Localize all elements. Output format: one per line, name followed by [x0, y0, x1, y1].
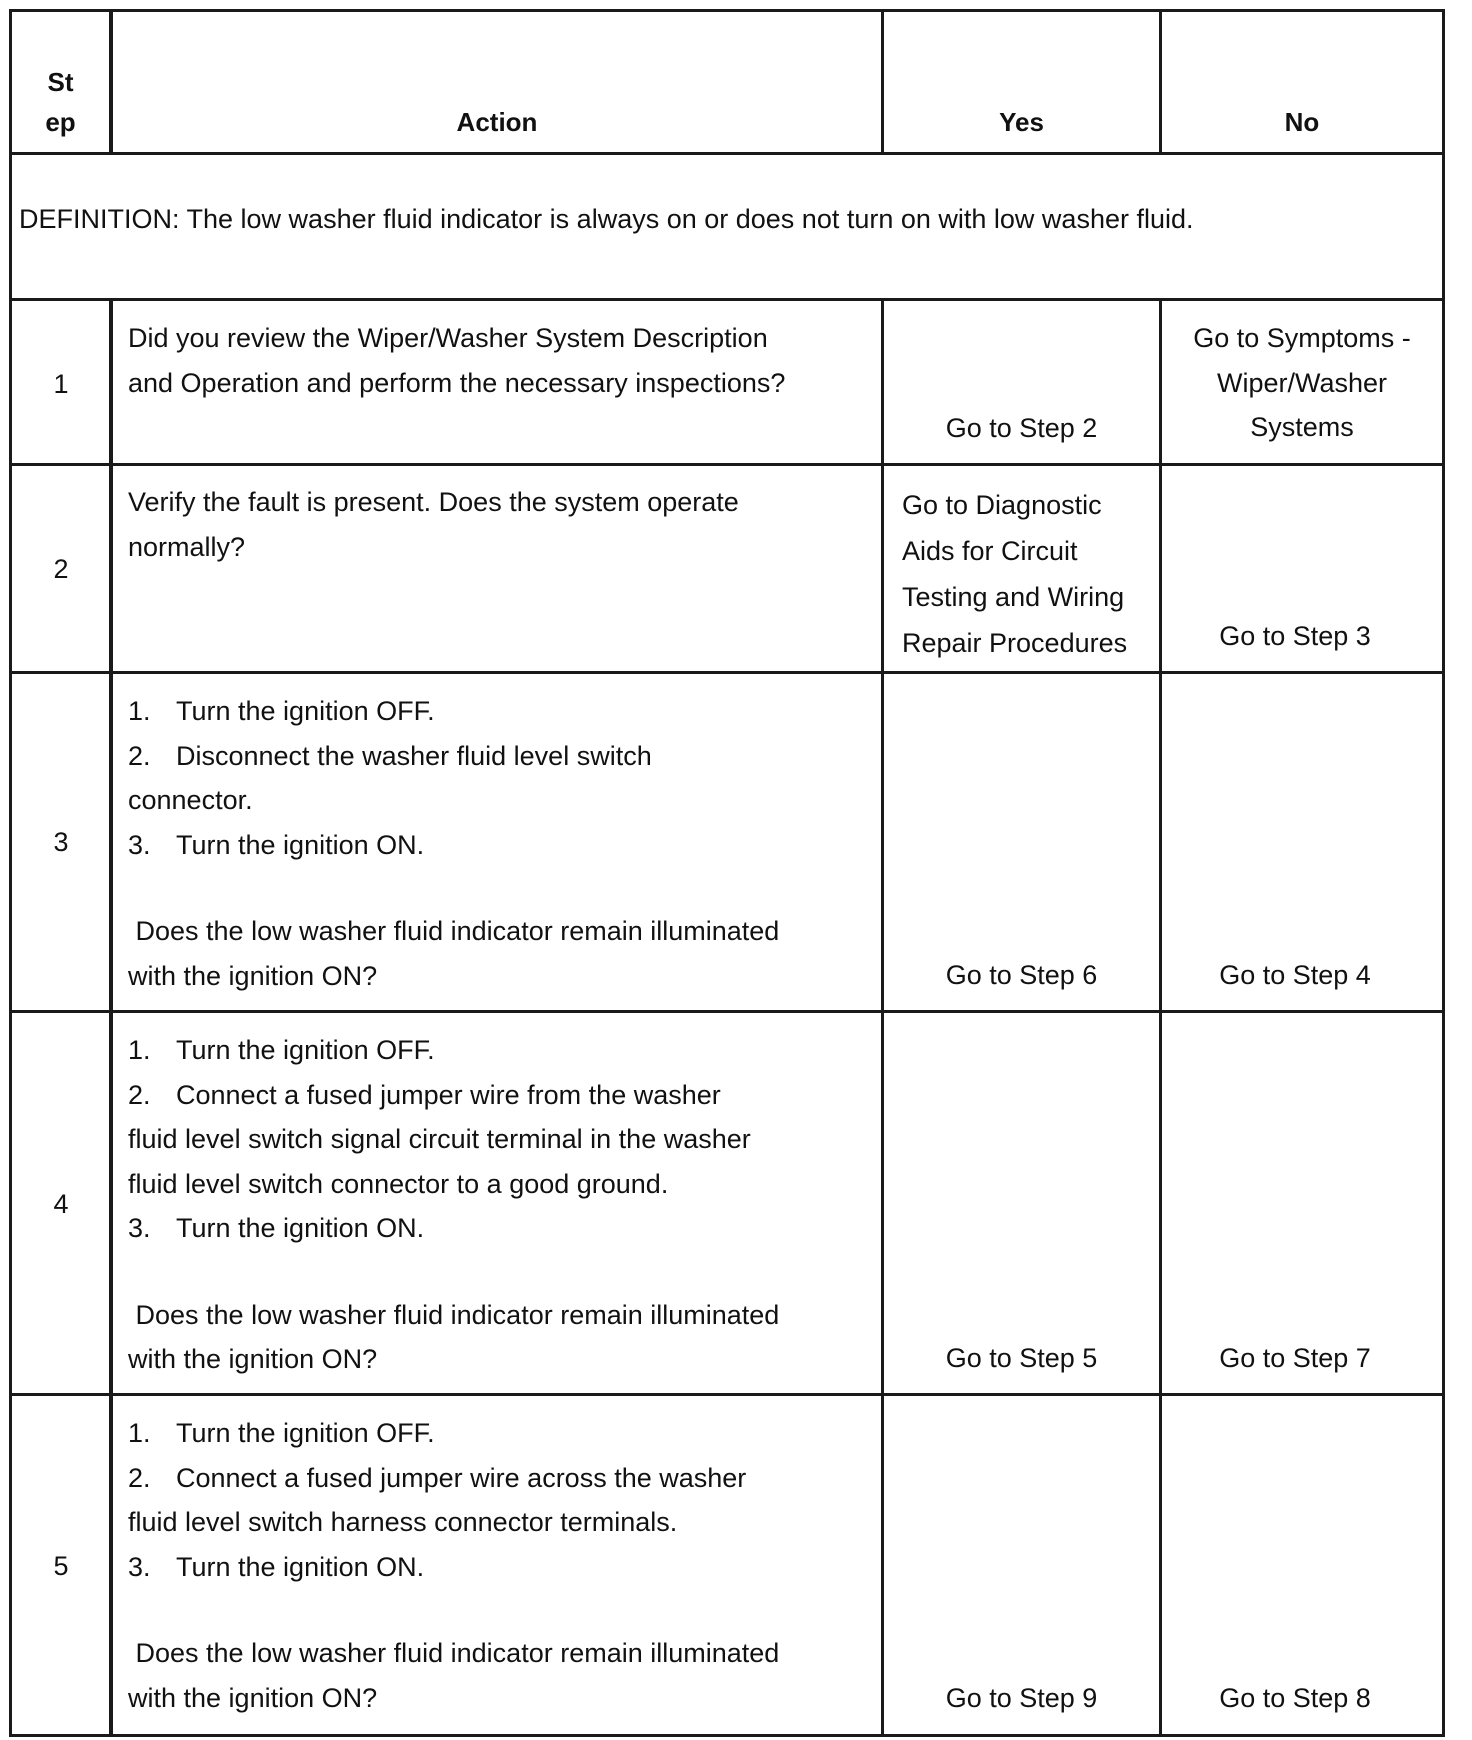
step-number-4: 4 — [53, 1189, 69, 1219]
column-divider-yes-body — [1159, 298, 1162, 1737]
definition-text: DEFINITION: The low washer fluid indicator is always on or does not turn on with low washer fluid. — [19, 204, 1194, 234]
no-cell-4: Go to Step 7 — [1219, 1343, 1371, 1373]
list-number: 2. — [128, 740, 151, 771]
list-text: Turn the ignition OFF. — [176, 1035, 435, 1065]
question-line: Does the low washer fluid indicator remain illuminated — [128, 916, 780, 946]
list-item — [128, 689, 779, 734]
list-text: Turn the ignition OFF. — [176, 696, 435, 726]
question-line: Does the low washer fluid indicator remain illuminated — [128, 1299, 780, 1330]
list-continuation: fluid level switch connector to a good ground. — [128, 1168, 669, 1199]
column-divider-step-body — [109, 298, 113, 1737]
list-item — [128, 1456, 779, 1501]
action-cell-5 — [128, 1411, 779, 1720]
list-item — [128, 1028, 779, 1073]
list-continuation: connector. — [128, 785, 253, 815]
table-border-right — [1442, 9, 1445, 1737]
list-continuation: fluid level switch harness connector terminals. — [128, 1507, 678, 1537]
no-line: Wiper/Washer — [1216, 367, 1388, 398]
list-item — [128, 1206, 779, 1251]
no-cell-1 — [1162, 316, 1442, 450]
step-number-3: 3 — [53, 827, 69, 857]
question-line: with the ignition ON? — [128, 1682, 378, 1713]
list-number: 2. — [128, 1079, 151, 1110]
yes-line: Repair Procedures — [902, 628, 1128, 658]
header-step-line1: St — [47, 67, 74, 97]
list-number: 1. — [128, 696, 151, 726]
definition-divider — [9, 298, 1445, 301]
yes-line: Aids for Circuit — [902, 536, 1078, 566]
row-divider-2 — [9, 671, 1445, 674]
list-number: 3. — [128, 829, 151, 860]
list-continuation: fluid level switch signal circuit terminal in the washer — [128, 1124, 751, 1154]
header-no: No — [1284, 107, 1320, 137]
list-text: Connect a fused jumper wire across the washer — [176, 1462, 747, 1493]
no-line: Systems — [1250, 412, 1354, 442]
list-text: Disconnect the washer fluid level switch — [176, 740, 652, 771]
no-cell-2: Go to Step 3 — [1219, 621, 1371, 651]
list-number: 3. — [128, 1213, 151, 1243]
yes-cell-4: Go to Step 5 — [945, 1343, 1098, 1373]
yes-cell-2 — [902, 482, 1127, 666]
row-divider-3 — [9, 1010, 1445, 1013]
header-divider — [9, 152, 1445, 155]
list-text: Turn the ignition ON. — [176, 1551, 425, 1582]
no-cell-3: Go to Step 4 — [1219, 960, 1371, 990]
action-line: Did you review the Wiper/Washer System Description — [128, 323, 768, 353]
list-item — [128, 1545, 779, 1590]
list-number: 2. — [128, 1462, 151, 1493]
yes-line: Go to Diagnostic — [902, 490, 1102, 520]
no-cell-5: Go to Step 8 — [1219, 1683, 1371, 1713]
list-item — [128, 734, 779, 779]
yes-cell-5: Go to Step 9 — [945, 1683, 1098, 1713]
list-number: 1. — [128, 1418, 151, 1448]
action-line: and Operation and perform the necessary inspections? — [128, 367, 786, 398]
list-item — [128, 823, 779, 868]
action-cell-2 — [128, 480, 739, 569]
action-line: Verify the fault is present. Does the system operate — [128, 487, 739, 517]
list-text: Turn the ignition OFF. — [176, 1418, 435, 1448]
question-line: with the ignition ON? — [128, 960, 378, 991]
action-line: normally? — [128, 531, 246, 562]
list-number: 1. — [128, 1035, 151, 1065]
yes-line: Testing and Wiring — [902, 582, 1125, 612]
question-line: with the ignition ON? — [128, 1344, 378, 1374]
list-item — [128, 1073, 779, 1118]
no-line: Go to Symptoms - — [1193, 323, 1411, 353]
step-number-1: 1 — [53, 369, 69, 399]
row-divider-1 — [9, 463, 1445, 466]
header-action: Action — [456, 107, 538, 137]
table-border-top — [9, 9, 1445, 12]
list-item — [128, 1411, 779, 1456]
header-yes: Yes — [999, 107, 1044, 137]
list-text: Turn the ignition ON. — [176, 829, 425, 860]
list-text: Connect a fused jumper wire from the washer — [176, 1079, 721, 1110]
step-number-5: 5 — [53, 1551, 69, 1581]
row-divider-4 — [9, 1393, 1445, 1396]
yes-cell-1: Go to Step 2 — [945, 413, 1098, 443]
action-cell-3 — [128, 689, 779, 998]
question-line: Does the low washer fluid indicator remain illuminated — [128, 1638, 780, 1668]
column-divider-action-body — [881, 298, 884, 1737]
yes-cell-3: Go to Step 6 — [945, 960, 1098, 990]
step-number-2: 2 — [53, 554, 69, 584]
action-cell-4 — [128, 1028, 779, 1382]
table-border-bottom — [9, 1734, 1445, 1737]
header-step — [12, 62, 109, 142]
action-cell-1 — [128, 316, 785, 405]
header-step-line2: ep — [45, 107, 76, 137]
list-text: Turn the ignition ON. — [176, 1213, 425, 1243]
list-number: 3. — [128, 1551, 151, 1582]
table-border-left — [9, 9, 12, 1737]
